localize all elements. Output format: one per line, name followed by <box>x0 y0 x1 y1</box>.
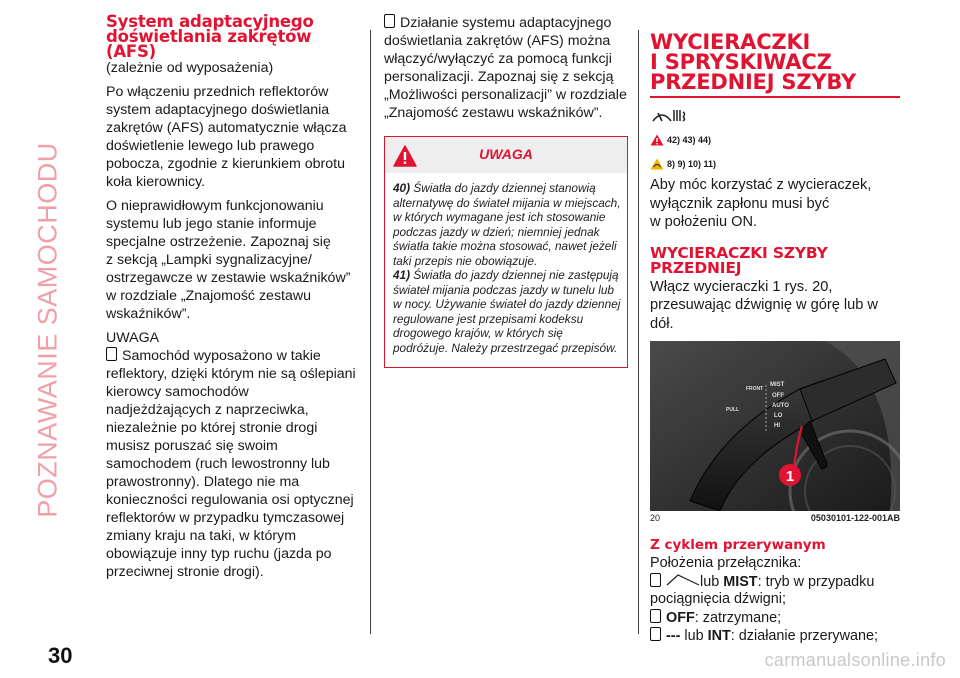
warning-title: UWAGA <box>479 146 533 162</box>
warning-references: 42) 43) 44) <box>650 134 900 146</box>
lever-label-mist: MIST <box>770 382 785 388</box>
wipers-heading: WYCIERACZKI I SPRYSKIWACZ PRZEDNIEJ SZYBY <box>650 30 857 94</box>
section-side-label: POZNAWANIE SAMOCHODU <box>32 142 63 518</box>
note-label: UWAGA <box>106 330 160 346</box>
lever-label-front: FRONT <box>746 386 764 392</box>
column-divider <box>638 30 639 634</box>
figure-caption <box>650 513 900 523</box>
position-item-int: --- lub INT: działanie przerywane; <box>650 627 900 646</box>
lever-label-pull: PULL <box>726 407 740 413</box>
lever-label-auto: AUTO <box>772 403 789 409</box>
figure-code: 05030101-122-001AB <box>810 513 900 523</box>
position-item-mist: lub MIST: tryb w przypadku pociągnięcia dźwigni; <box>650 573 875 607</box>
warning-body <box>385 173 627 367</box>
checkbox-bullet-icon <box>384 14 395 28</box>
caution-triangle-icon <box>650 158 664 170</box>
wiper-lever-figure <box>650 341 900 511</box>
afs-heading: System adaptacyjnego doświetlania zakrętów (AFS) <box>106 12 314 61</box>
column-2 <box>384 14 628 368</box>
warning-box <box>384 136 628 368</box>
afs-subtitle: (zależnie od wyposażenia) <box>106 60 274 76</box>
heading-underline <box>650 96 900 98</box>
warning-item-41: 41) Światła do jazdy dziennej nie zastępują świateł mijania podczas jazdy w tunelu lub w nocy. Używanie świateł do jazdy dziennej regulowane jest przepisami kodeksu drogowego krajów, w których się podróżuje. Należy przestrzegać przepisów. <box>393 268 621 355</box>
intermittent-heading: Z cyklem przerywanym <box>650 537 826 553</box>
warning-header <box>385 137 627 173</box>
checkbox-bullet-icon <box>650 609 661 623</box>
watermark: carmanualsonline.info <box>764 650 946 670</box>
checkbox-bullet-icon <box>106 347 117 361</box>
warning-triangle-icon <box>650 134 664 146</box>
column-1 <box>106 14 360 581</box>
note-paragraph: Samochód wyposażono w takie reflektory, dzięki którym nie są oślepiani kierowcy samochodów nadjeżdżających z naprzeciwka, niezależnie po której stronie drogi musisz poruszać się swoim samochodem (ruch lewostronny lub prawostronny). Dlatego nie ma konieczności regulowania osi optycznej reflektorów w przypadku tymczasowej zmiany kraju na taki, w którym obowiązuje inny typ ruchu (jazda po przeciwnej stronie drogi). <box>106 348 356 580</box>
ignition-paragraph: Aby móc korzystać z wycieraczek, wyłącznik zapłonu musi być w położeniu ON. <box>650 177 872 230</box>
windscreen-wiper-icon <box>650 106 690 126</box>
lever-label-lo: LO <box>774 413 783 419</box>
lever-label-hi: HI <box>774 423 780 429</box>
checkbox-bullet-icon <box>650 627 661 641</box>
lever-label-off: OFF <box>772 393 784 399</box>
page-number: 30 <box>48 643 73 668</box>
callout-number: 1 <box>785 468 795 485</box>
warning-item-40: 40) Światła do jazdy dziennej stanowią alternatywę do świateł mijania w miejscach, w których wymagane jest ich stosowanie podczas jazdy w dzień; niemniej jednak światła takie można stosować, nawet jeżeli taki przepis nie obowiązuje. <box>393 181 621 268</box>
front-wipers-paragraph: Włącz wycieraczki 1 rys. 20, przesuwając dźwignię w górę lub w dół. <box>650 278 878 332</box>
column-3 <box>650 14 900 646</box>
front-wipers-heading: WYCIERACZKI SZYBY PRZEDNIEJ <box>650 243 828 277</box>
positions-intro: Położenia przełącznika: <box>650 555 802 571</box>
caution-references: 8) 9) 10) 11) <box>650 158 900 170</box>
afs-paragraph-2: O nieprawidłowym funkcjonowaniu systemu lub jego stanie informuje specjalne ostrzeżenie. Zapoznaj się z sekcją „Lampki sygnalizacyjne/ ostrzegawcze w zestawie wskaźników” w rozdziale „Znajomość zestawu wskaźników”. <box>106 198 351 322</box>
column-divider <box>370 30 371 634</box>
checkbox-bullet-icon <box>650 573 661 587</box>
afs-paragraph-1: Po włączeniu przednich reflektorów system adaptacyjnego doświetlania zakrętów (AFS) automatycznie włącza doświetlenie lewego lub prawego pobocza, zgodnie z kierunkiem obrotu koła kierownicy. <box>106 84 347 190</box>
afs-personalization-paragraph: Działanie systemu adaptacyjnego doświetlania zakrętów (AFS) można włączyć/wyłączyć za pomocą funkcji personalizacji. Zapoznaj się z sekcją „Możliwości personalizacji” w rozdziale „Znajomość zestawu wskaźników”. <box>384 15 627 121</box>
wiper-washer-icon <box>650 106 900 128</box>
mist-symbol-icon <box>666 574 700 586</box>
wiper-lever-photo <box>650 341 900 511</box>
figure-number: 20 <box>650 513 661 523</box>
position-item-off: OFF: zatrzymane; <box>650 609 900 628</box>
